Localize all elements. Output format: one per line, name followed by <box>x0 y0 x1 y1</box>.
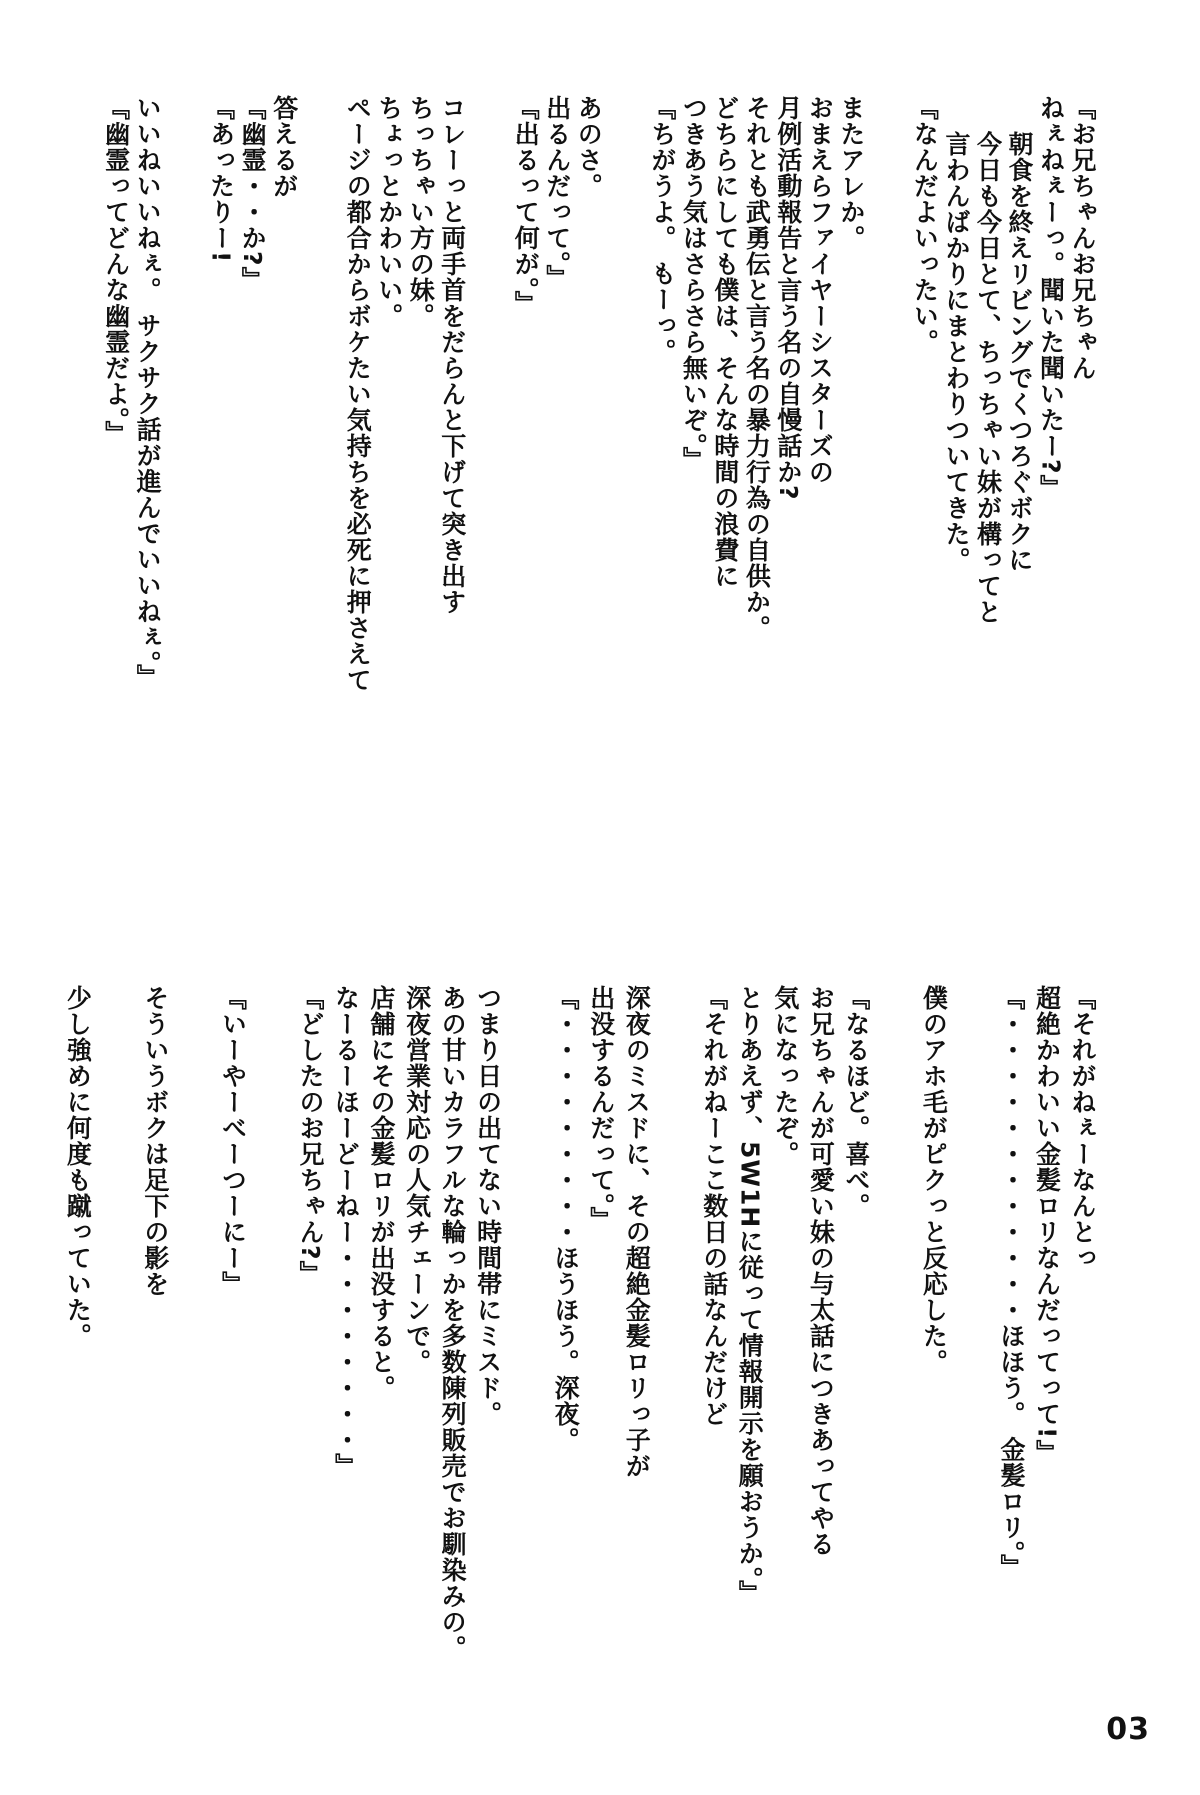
text-line: 気になったぞ。 <box>770 985 800 1167</box>
text-line: それとも武勇伝と言う名の暴力行為の自供か。 <box>742 95 772 641</box>
text-line: 『それがねーここ数日の話なんだけど <box>699 985 729 1427</box>
text-line: 『・・・・・・・・・ほうほう。深夜。 <box>551 985 581 1453</box>
text-line: 出るんだって。』 <box>543 95 572 291</box>
text-line: つまり日の出てない時間帯にミスド。 <box>473 985 503 1427</box>
text-line: 月例活動報告と言う名の自慢話か? <box>774 95 803 501</box>
text-line: 店舗にその金髪ロリが出没すると。 <box>367 985 397 1401</box>
text-line: つきあう気はさらさら無いぞ。』 <box>679 95 709 473</box>
text-line: ちょっとかわいい。 <box>375 95 404 329</box>
upper-text-block <box>60 95 1100 935</box>
page-number: 03 <box>1106 1712 1150 1747</box>
text-line: 出没するんだって。』 <box>586 985 616 1233</box>
text-line: 深夜営業対応の人気チェーンで。 <box>402 985 432 1375</box>
text-line: お兄ちゃんが可愛い妹の与太話につきあってやる <box>806 985 836 1557</box>
text-line: 超絶かわいい金髪ロリなんだってって!』 <box>1032 985 1062 1466</box>
text-line: ちっちゃい方の妹。 <box>406 95 436 329</box>
text-line: とりあえず、5W1Hに従って情報開示を願おうか。』 <box>735 985 765 1606</box>
text-line: 朝食を終えリビングでくつろぐボクに <box>1005 131 1034 573</box>
text-line: ページの都合からボケたい気持ちを必死に押さえて <box>343 95 373 693</box>
text-line: 『・・・・・・・・・・・・ほほう。 金髪ロリ。』 <box>996 985 1026 1581</box>
text-line: 『それがねぇーなんとっ <box>1068 985 1097 1271</box>
text-line: 『出るって何が。』 <box>511 95 541 317</box>
lower-text-block <box>60 985 1100 1665</box>
text-line: あのさ。 <box>574 95 604 199</box>
text-line: どちらにしても僕は、そんな時間の浪費に <box>711 95 740 589</box>
text-line: 『お兄ちゃんお兄ちゃん <box>1068 95 1097 381</box>
text-line: 『なるほど。喜べ。 <box>841 985 871 1219</box>
text-line: あの甘いカラフルな輪っかを多数陳列販売でお馴染みの。 <box>438 985 468 1661</box>
text-line: 『どしたのお兄ちゃん?』 <box>295 985 325 1287</box>
text-line: コレーっと両手首をだらんと下げて突き出す <box>438 95 467 615</box>
text-line: 『幽霊ってどんな幽霊だよ。』 <box>102 95 131 447</box>
text-line: 『ちがうよ。 もーっ。 <box>648 95 677 365</box>
text-line: 言わんばかりにまとわりついてきた。 <box>942 131 971 573</box>
text-line: そういうボクは足下の影を <box>140 985 170 1297</box>
text-line: 『あったりー! <box>207 95 236 264</box>
text-line: ねぇねぇーっ。聞いた聞いたー?』 <box>1036 95 1066 501</box>
text-line: 今日も今日とて、ちっちゃい妹が構ってと <box>973 131 1003 625</box>
text-line: 答えるが <box>270 95 299 199</box>
text-line: おまえらファイヤーシスターズの <box>805 95 835 485</box>
text-line: なーるーほーどーねー・・・・・・・・』 <box>331 985 361 1479</box>
text-line: 僕のアホ毛がピクっと反応した。 <box>919 985 949 1375</box>
text-line: いいねいいねぇ。 サクサク話が進んでいいねぇ。』 <box>133 95 163 691</box>
text-line: 『幽霊・・か?』 <box>238 95 268 293</box>
text-line: 深夜のミスドに、その超絶金髪ロリっ子が <box>622 985 652 1479</box>
text-line: 『なんだよいったい。 <box>910 95 940 355</box>
text-line: 『いーやーべーつーにー』 <box>218 985 248 1297</box>
text-line: またアレか。 <box>837 95 866 251</box>
text-line: 少し強めに何度も蹴っていた。 <box>63 985 93 1349</box>
